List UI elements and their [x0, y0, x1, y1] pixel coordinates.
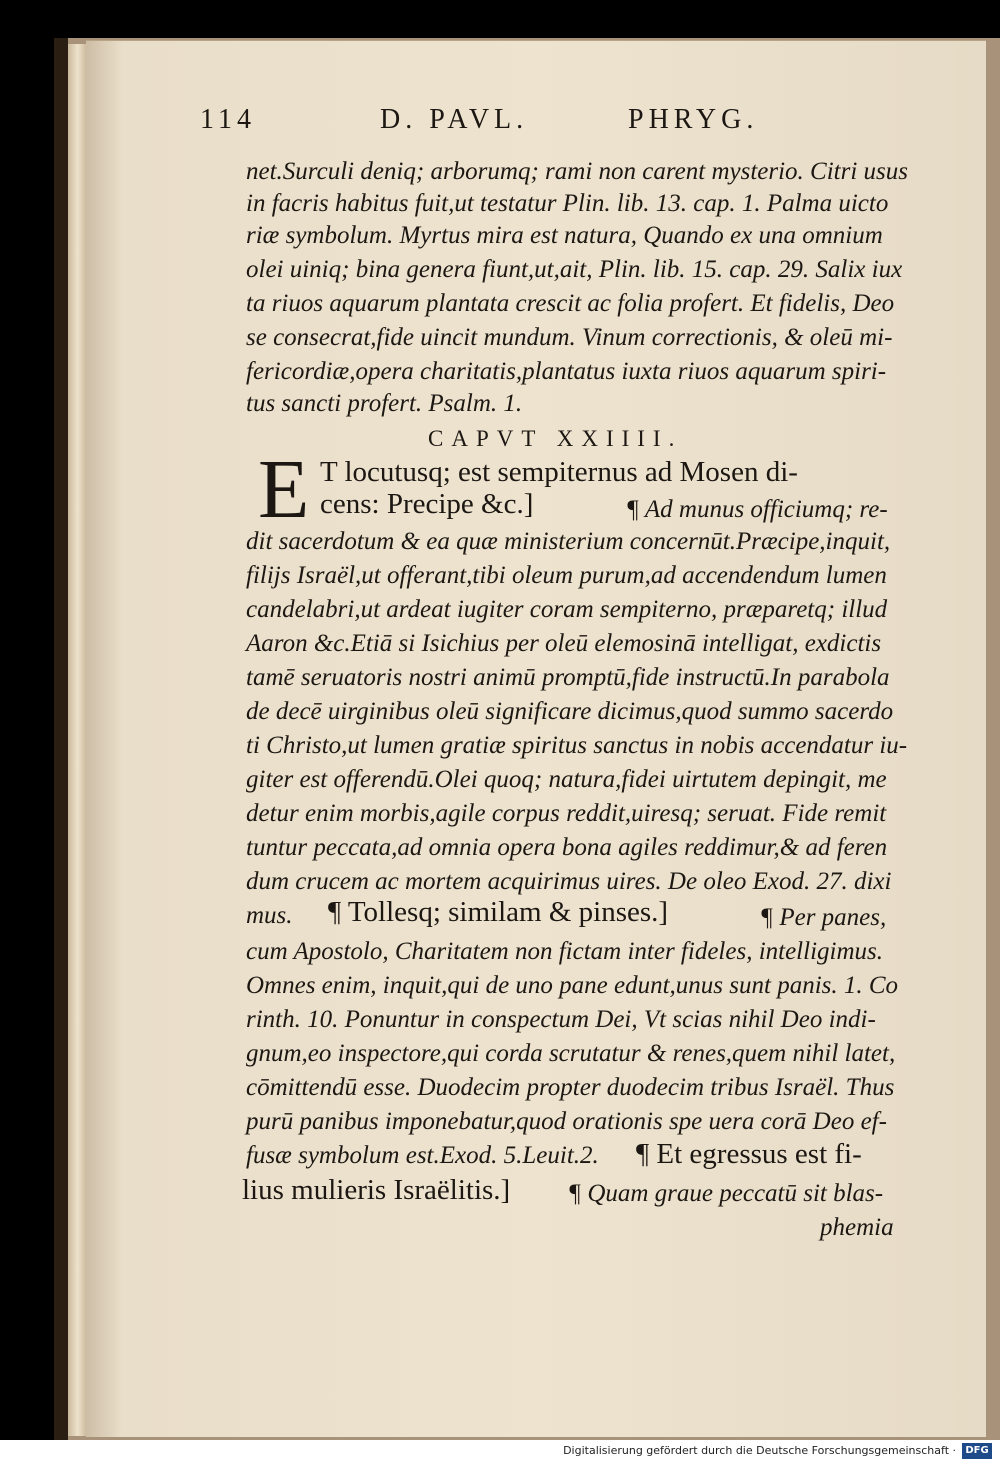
- text-line: giter est offerendū.Olei quoq; natura,fidei uirtutem depingit, me: [246, 766, 887, 793]
- text-line: mus.: [246, 902, 293, 929]
- text-line: Aaron &c.Etiā si Isichius per oleū elemosinā intelligat, exdictis: [246, 630, 882, 657]
- text-line: detur enim morbis,agile corpus reddit,uiresq; seruat. Fide remit: [246, 800, 887, 827]
- text-line: olei uiniq; bina genera fiunt,ut,ait, Plin. lib. 15. cap. 29. Salix iux: [246, 256, 903, 283]
- text-line: se consecrat,fide uincit mundum. Vinum correctionis, & oleū mi-: [246, 324, 893, 351]
- gloss-line: ¶ Per panes,: [760, 904, 887, 931]
- text-line: tus sancti profert. Psalm. 1.: [246, 390, 523, 417]
- running-title-left: D. PAVL.: [380, 104, 529, 135]
- gloss-line: ¶ Quam graue peccatū sit blas-: [568, 1180, 884, 1207]
- lemma-line: T locutusq; est sempiternus ad Mosen di-: [320, 456, 798, 488]
- digitization-credit: Digitalisierung gefördert durch die Deutsche Forschungsgemeinschaft ·: [563, 1444, 956, 1457]
- text-line: in facris habitus fuit,ut testatur Plin. lib. 13. cap. 1. Palma uicto: [246, 190, 889, 217]
- chapter-heading: CAPVT XXIIII.: [428, 426, 683, 451]
- text-line: riæ symbolum. Myrtus mira est natura, Quando ex una omnium: [246, 222, 883, 249]
- text-line: ta riuos aquarum plantata crescit ac folia profert. Et fidelis, Deo: [246, 290, 895, 317]
- text-line: filijs Israël,ut offerant,tibi oleum purum,ad accendendum lumen: [246, 562, 887, 589]
- text-line: purū panibus imponebatur,quod orationis spe uera corā Deo ef-: [246, 1108, 887, 1135]
- catchword: phemia: [820, 1214, 894, 1241]
- text-line: dit sacerdotum & ea quæ ministerium concernūt.Præcipe,inquit,: [246, 528, 891, 555]
- text-line: fericordiæ,opera charitatis,plantatus iuxta riuos aquarum spiri-: [246, 358, 887, 385]
- text-line: Omnes enim, inquit,qui de uno pane edunt,unus sunt panis. 1. Co: [246, 972, 899, 999]
- lemma-line: lius mulieris Israëlitis.]: [242, 1174, 511, 1206]
- book-page: [86, 40, 986, 1437]
- page-number: 114: [200, 104, 256, 135]
- footer-bar: [0, 1440, 1000, 1463]
- text-line: tamē seruatoris nostri animū promptū,fide instructū.In parabola: [246, 664, 890, 691]
- text-line: candelabri,ut ardeat iugiter coram sempiterno, præparetq; illud: [246, 596, 888, 623]
- text-line: cōmittendū esse. Duodecim propter duodecim tribus Israël. Thus: [246, 1074, 895, 1101]
- text-line: gnum,eo inspectore,qui corda scrutatur & renes,quem nihil latet,: [246, 1040, 896, 1067]
- text-line: rinth. 10. Ponuntur in conspectum Dei, Vt scias nihil Deo indi-: [246, 1006, 876, 1033]
- drop-cap: E: [258, 443, 310, 536]
- lemma-line: ¶ Tollesq; similam & pinses.]: [328, 896, 669, 928]
- book-spine: [54, 38, 68, 1440]
- lemma-line: cens: Precipe &c.]: [320, 488, 534, 520]
- text-line: tuntur peccata,ad omnia opera bona agiles reddimur,& ad feren: [246, 834, 888, 861]
- text-line: fusæ symbolum est.Exod. 5.Leuit.2.: [246, 1142, 599, 1169]
- gloss-line: ¶ Ad munus officiumq; re-: [626, 496, 888, 523]
- lemma-line: ¶ Et egressus est fi-: [636, 1138, 862, 1170]
- text-line: cum Apostolo, Charitatem non fictam inter fideles, intelligimus.: [246, 938, 883, 965]
- text-line: dum crucem ac mortem acquirimus uires. De oleo Exod. 27. dixi: [246, 868, 892, 895]
- text-line: ti Christo,ut lumen gratiæ spiritus sanctus in nobis accendatur iu-: [246, 732, 908, 759]
- text-line: net.Surculi deniq; arborumq; rami non carent mysterio. Citri usus: [246, 158, 908, 185]
- dfg-logo: DFG: [962, 1443, 992, 1459]
- running-title-right: PHRYG.: [628, 104, 759, 135]
- text-line: de decē uirginibus oleū significare dicimus,quod summo sacerdo: [246, 698, 894, 725]
